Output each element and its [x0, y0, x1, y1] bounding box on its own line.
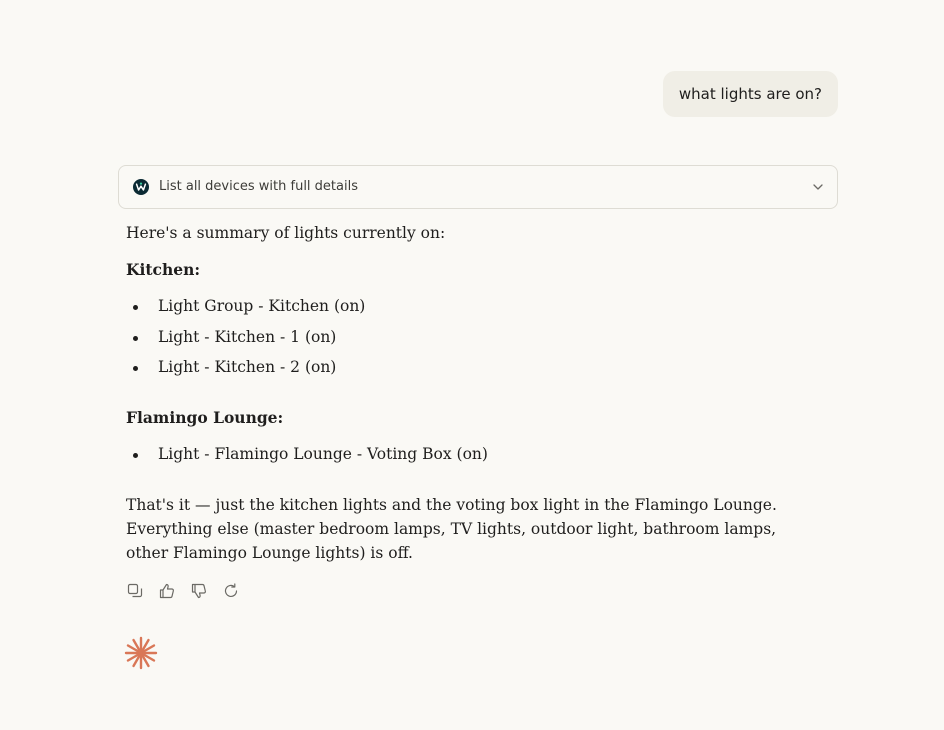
list-item-text: Light - Kitchen - 2 (on)	[158, 358, 337, 376]
tool-call-bar[interactable]	[118, 165, 838, 209]
home-assistant-icon	[133, 179, 149, 195]
bullet	[133, 305, 138, 310]
tool-call-label: List all devices with full details	[159, 179, 358, 194]
user-message: what lights are on?	[663, 71, 838, 117]
bullet	[133, 336, 138, 341]
thumbs-down-icon[interactable]	[190, 582, 208, 600]
thumbs-up-icon[interactable]	[158, 582, 176, 600]
bullet	[133, 453, 138, 458]
list-item-text: Light - Flamingo Lounge - Voting Box (on)	[158, 445, 488, 463]
section-heading-kitchen: Kitchen:	[126, 260, 201, 279]
list-item-text: Light Group - Kitchen (on)	[158, 297, 366, 315]
copy-icon[interactable]	[126, 582, 144, 600]
bullet	[133, 366, 138, 371]
claude-spark-icon	[124, 636, 158, 670]
retry-icon[interactable]	[222, 582, 240, 600]
response-summary: That's it — just the kitchen lights and the voting box light in the Flamingo Lounge. Everything else (master bedroom lamps, TV lights, outdoor light, bathroom lamps, other Flamingo Lounge lights) is off.	[126, 496, 777, 562]
response-intro: Here's a summary of lights currently on:	[126, 224, 446, 242]
list-item-text: Light - Kitchen - 1 (on)	[158, 328, 337, 346]
section-heading-flamingo-lounge: Flamingo Lounge:	[126, 408, 284, 427]
chevron-down-icon[interactable]	[811, 180, 825, 194]
